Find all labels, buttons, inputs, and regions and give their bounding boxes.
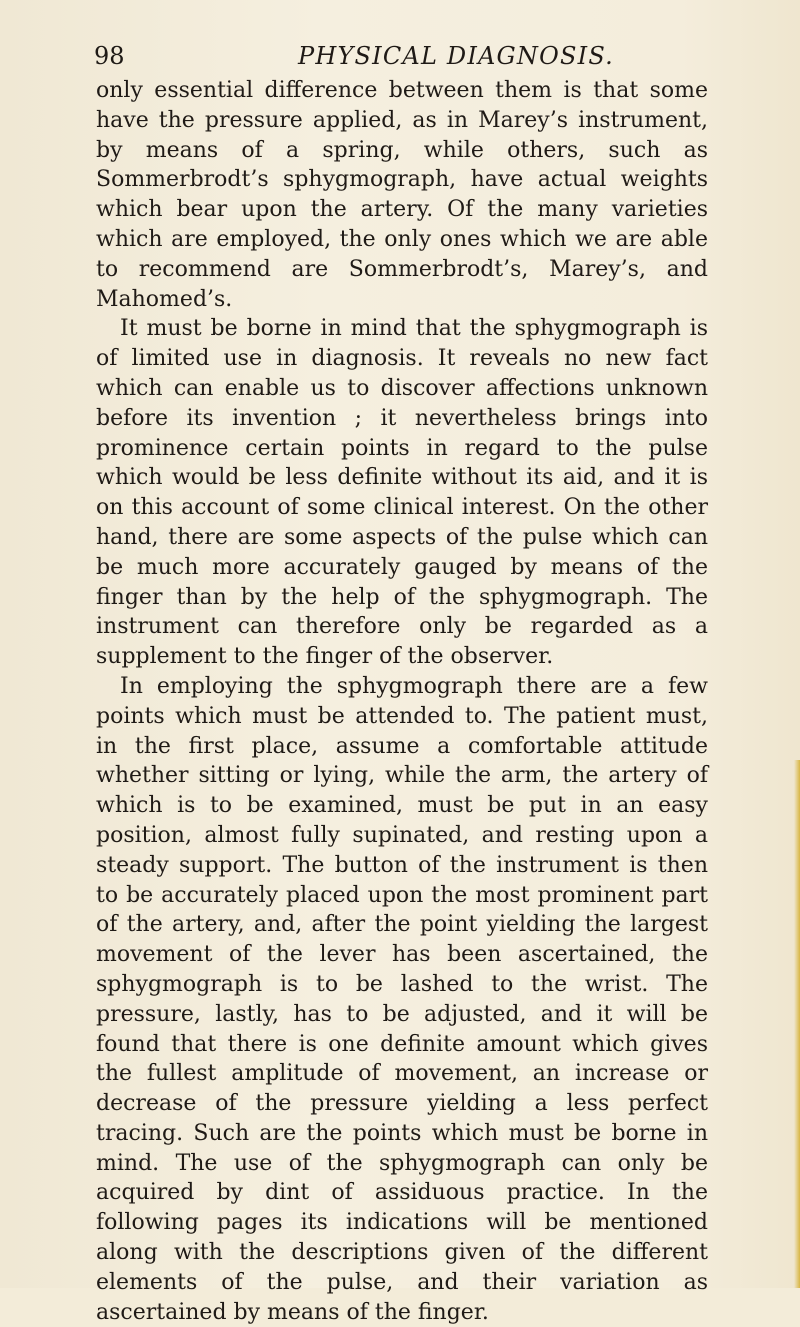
paragraph-1: only essential difference between them is that some have the pressure applied, as in Marey’s instrument, by means of a spring, while others, such as Sommerbrodt’s sphygmograph, have actual weights which bear upon the artery. Of the many varieties which are employed, the only ones which we are able to recommend are Sommerbrodt’s, Marey’s, and Mahomed’s.: [96, 78, 708, 312]
page-header: [94, 38, 714, 74]
page-edge-stain: [794, 760, 800, 1288]
running-title: PHYSICAL DIAGNOSIS.: [298, 42, 614, 70]
body-text: [96, 76, 708, 1327]
paragraph-3: In employing the sphygmograph there are a few points which must be attended to. The patient must, in the first place, assume a comfortable attitude whether sitting or lying, while the arm, the artery of which is to be examined, must be put in an easy position, almost fully supinated, and resting upon a steady support. The button of the instrument is then to be accurately placed upon the most prominent part of the artery, and, after the point yielding the largest movement of the lever has been ascertained, the sphygmograph is to be lashed to the wrist. The pressure, lastly, has to be adjusted, and it will be found that there is one definite amount which gives the fullest amplitude of movement, an increase or decrease of the pressure yielding a less perfect tracing. Such are the points which must be borne in mind. The use of the sphygmograph can only be acquired by dint of assiduous practice. In the following pages its indications will be mentioned along with the descriptions given of the different elements of the pulse, and their variation as ascertained by means of the finger.: [96, 673, 708, 1325]
page-number: 98: [94, 42, 125, 70]
paragraph-2: It must be borne in mind that the sphygmograph is of limited use in diagnosis. It reveals no new fact which can enable us to discover affections unknown before its invention ; it nevertheless brings into prominence certain points in regard to the pulse which would be less definite without its aid, and it is on this account of some clinical interest. On the other hand, there are some aspects of the pulse which can be much more accurately gauged by means of the finger than by the help of the sphygmograph. The instrument can therefore only be regarded as a supplement to the finger of the observer.: [96, 316, 708, 670]
